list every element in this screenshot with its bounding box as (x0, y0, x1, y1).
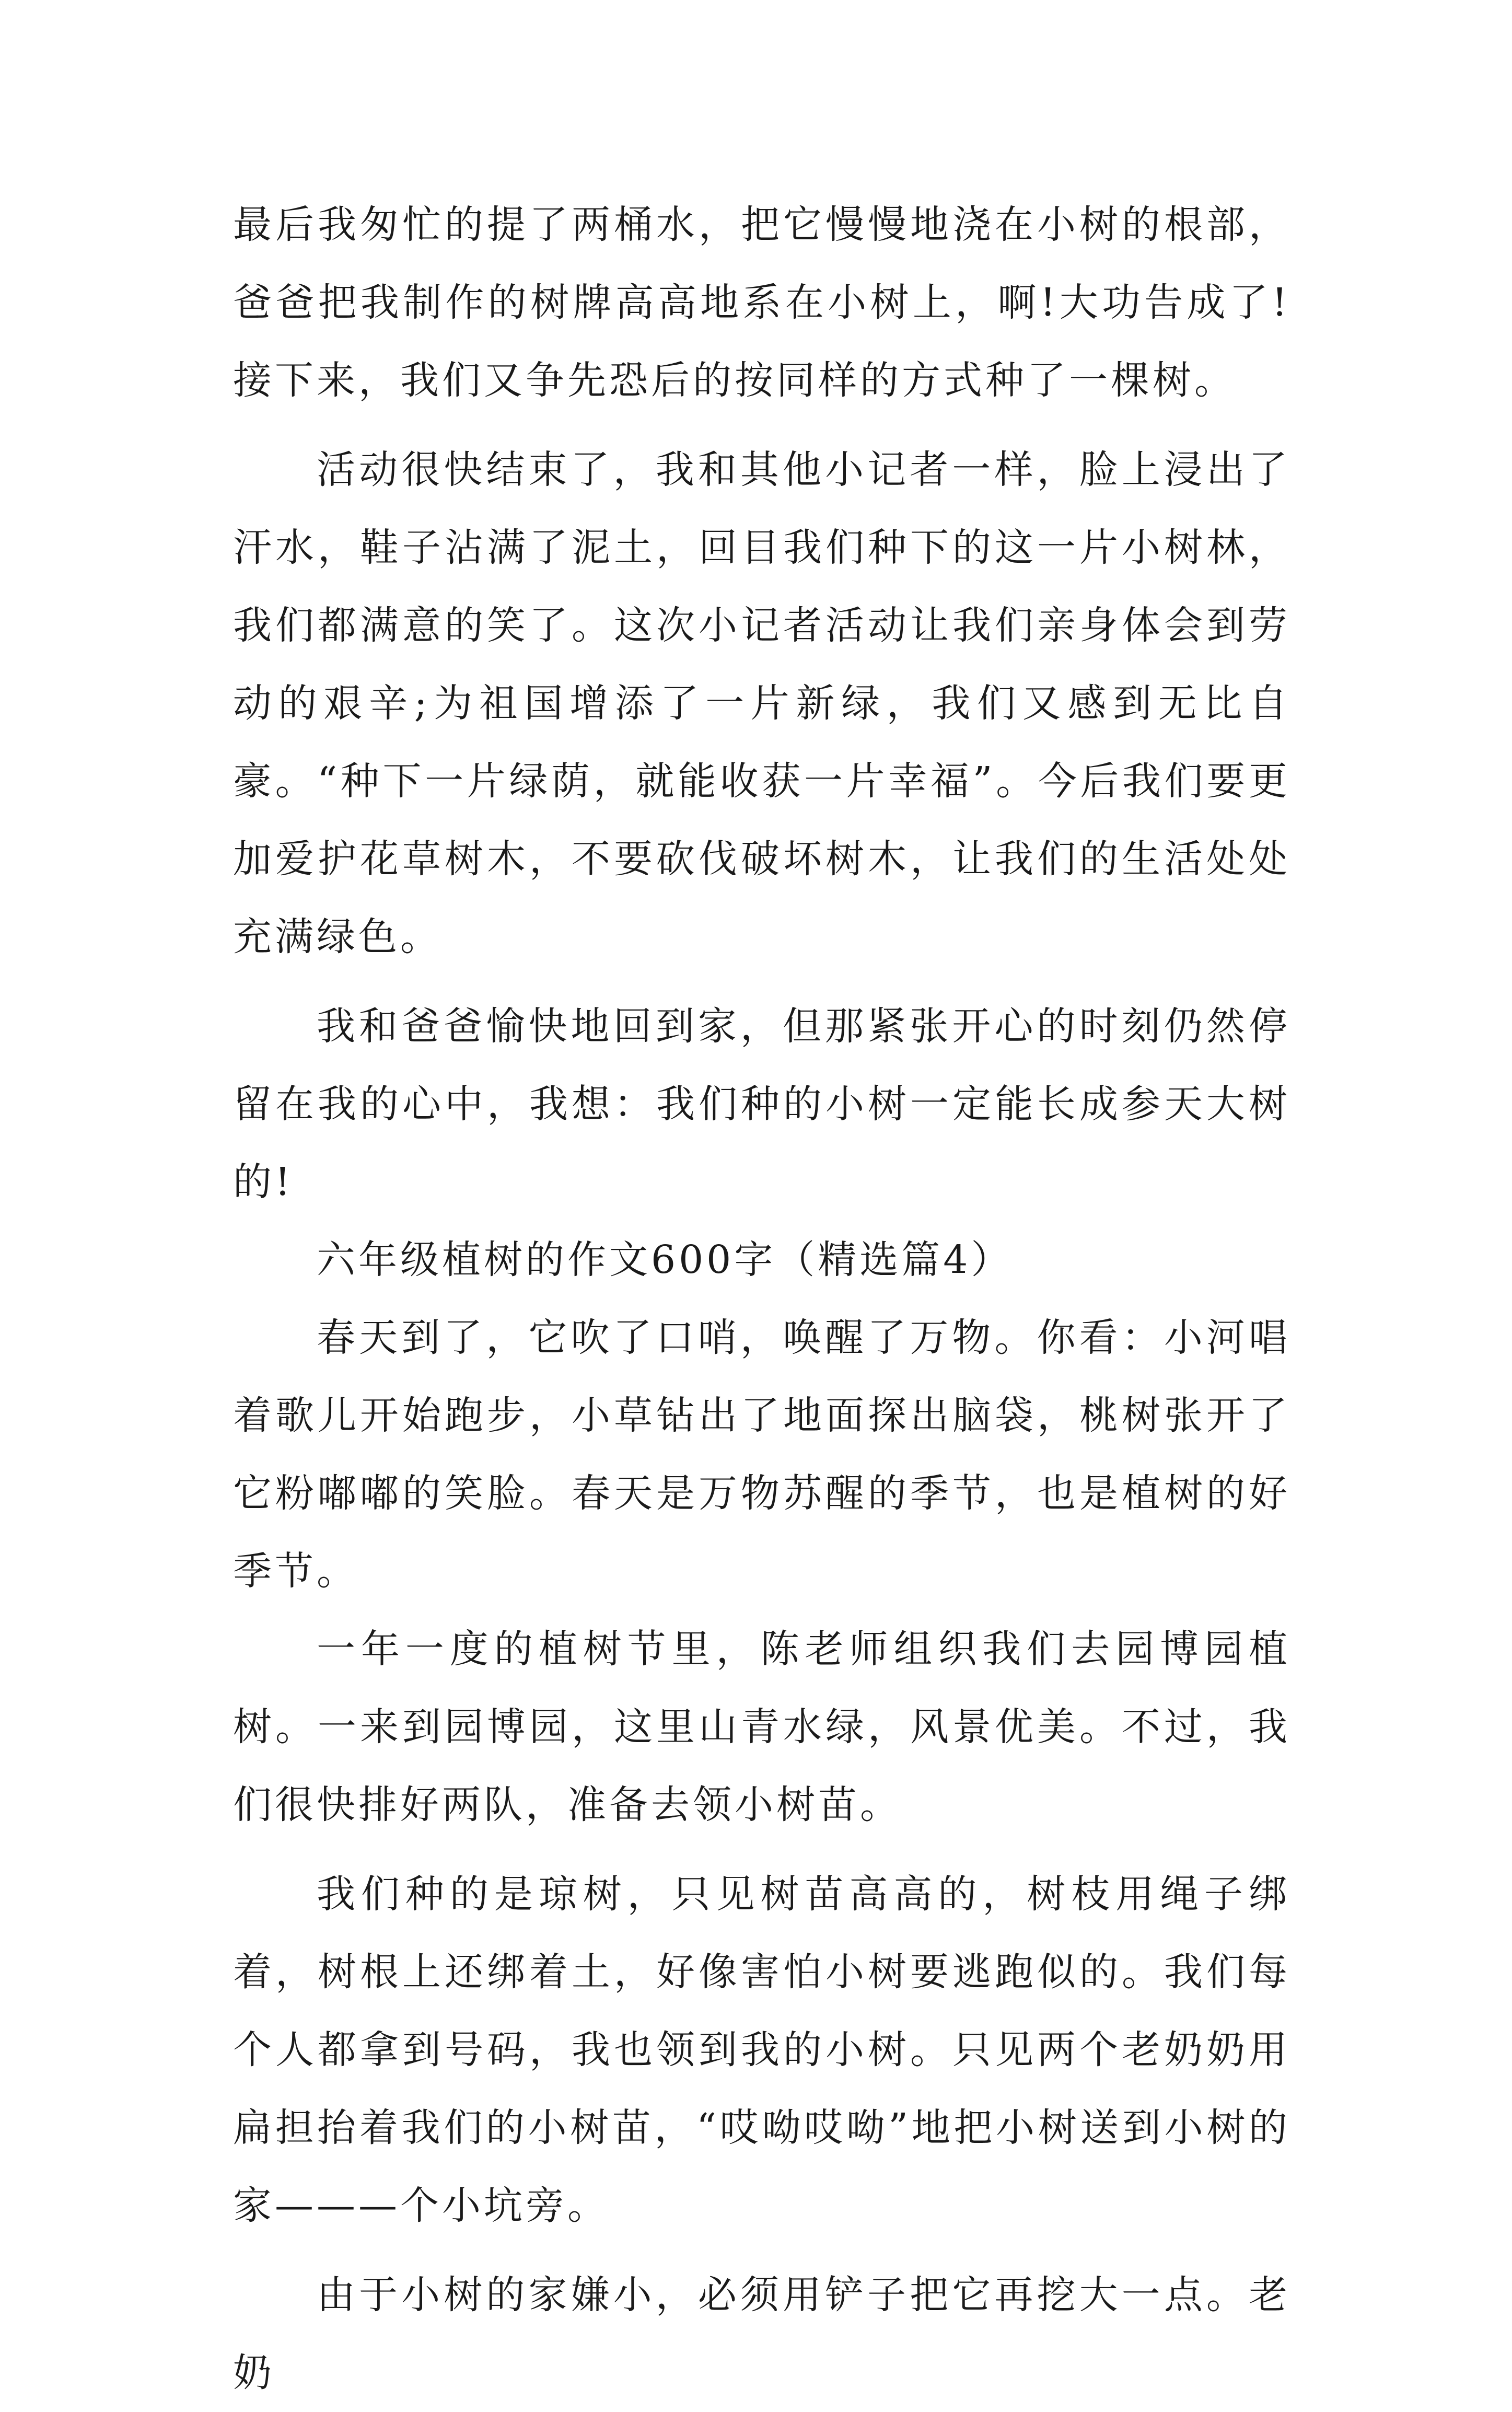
paragraph-digging: 由于小树的家嫌小，必须用铲子把它再挖大一点。老奶 (233, 2272, 1290, 2395)
paragraph-return-home: 我和爸爸愉快地回到家，但那紧张开心的时刻仍然停留在我的心中，我想：我们种的小树一定能长成参天大树的! (233, 1004, 1290, 1204)
paragraph-saplings: 我们种的是琼树，只见树苗高高的，树枝用绳子绑着，树根上还绑着土，好像害怕小树要逃跑似的。我们每个人都拿到号码，我也领到我的小树。只见两个老奶奶用扁担抬着我们的小树苗，“哎呦哎呦”地把小树送到小树的家———个小坑旁。 (233, 1872, 1290, 2228)
paragraph-arbor-day: 一年一度的植树节里，陈老师组织我们去园博园植树。一来到园博园，这里山青水绿，风景优美。不过，我们很快排好两队，准备去领小树苗。 (233, 1627, 1290, 1827)
paragraph-planting-finish: 最后我匆忙的提了两桶水，把它慢慢地浇在小树的根部，爸爸把我制作的树牌高高地系在小树上，啊!大功告成了!接下来，我们又争先恐后的按同样的方式种了一棵树。 (233, 202, 1290, 403)
document-body (233, 186, 1290, 2412)
paragraph-spring-arrives: 春天到了，它吹了口哨，唤醒了万物。你看：小河唱着歌儿开始跑步，小草钻出了地面探出脑袋，桃树张开了它粉嘟嘟的笑脸。春天是万物苏醒的季节，也是植树的好季节。 (233, 1315, 1290, 1594)
section-heading: 六年级植树的作文600字（精选篇4） (317, 1237, 1013, 1282)
paragraph-activity-end: 活动很快结束了，我和其他小记者一样，脸上浸出了汗水，鞋子沾满了泥土，回目我们种下的这一片小树林，我们都满意的笑了。这次小记者活动让我们亲身体会到劳动的艰辛;为祖国增添了一片新绿，我们又感到无比自豪。“种下一片绿荫，就能收获一片幸福”。今后我们要更加爱护花草树木，不要砍伐破坏树木，让我们的生活处处充满绿色。 (233, 447, 1290, 959)
